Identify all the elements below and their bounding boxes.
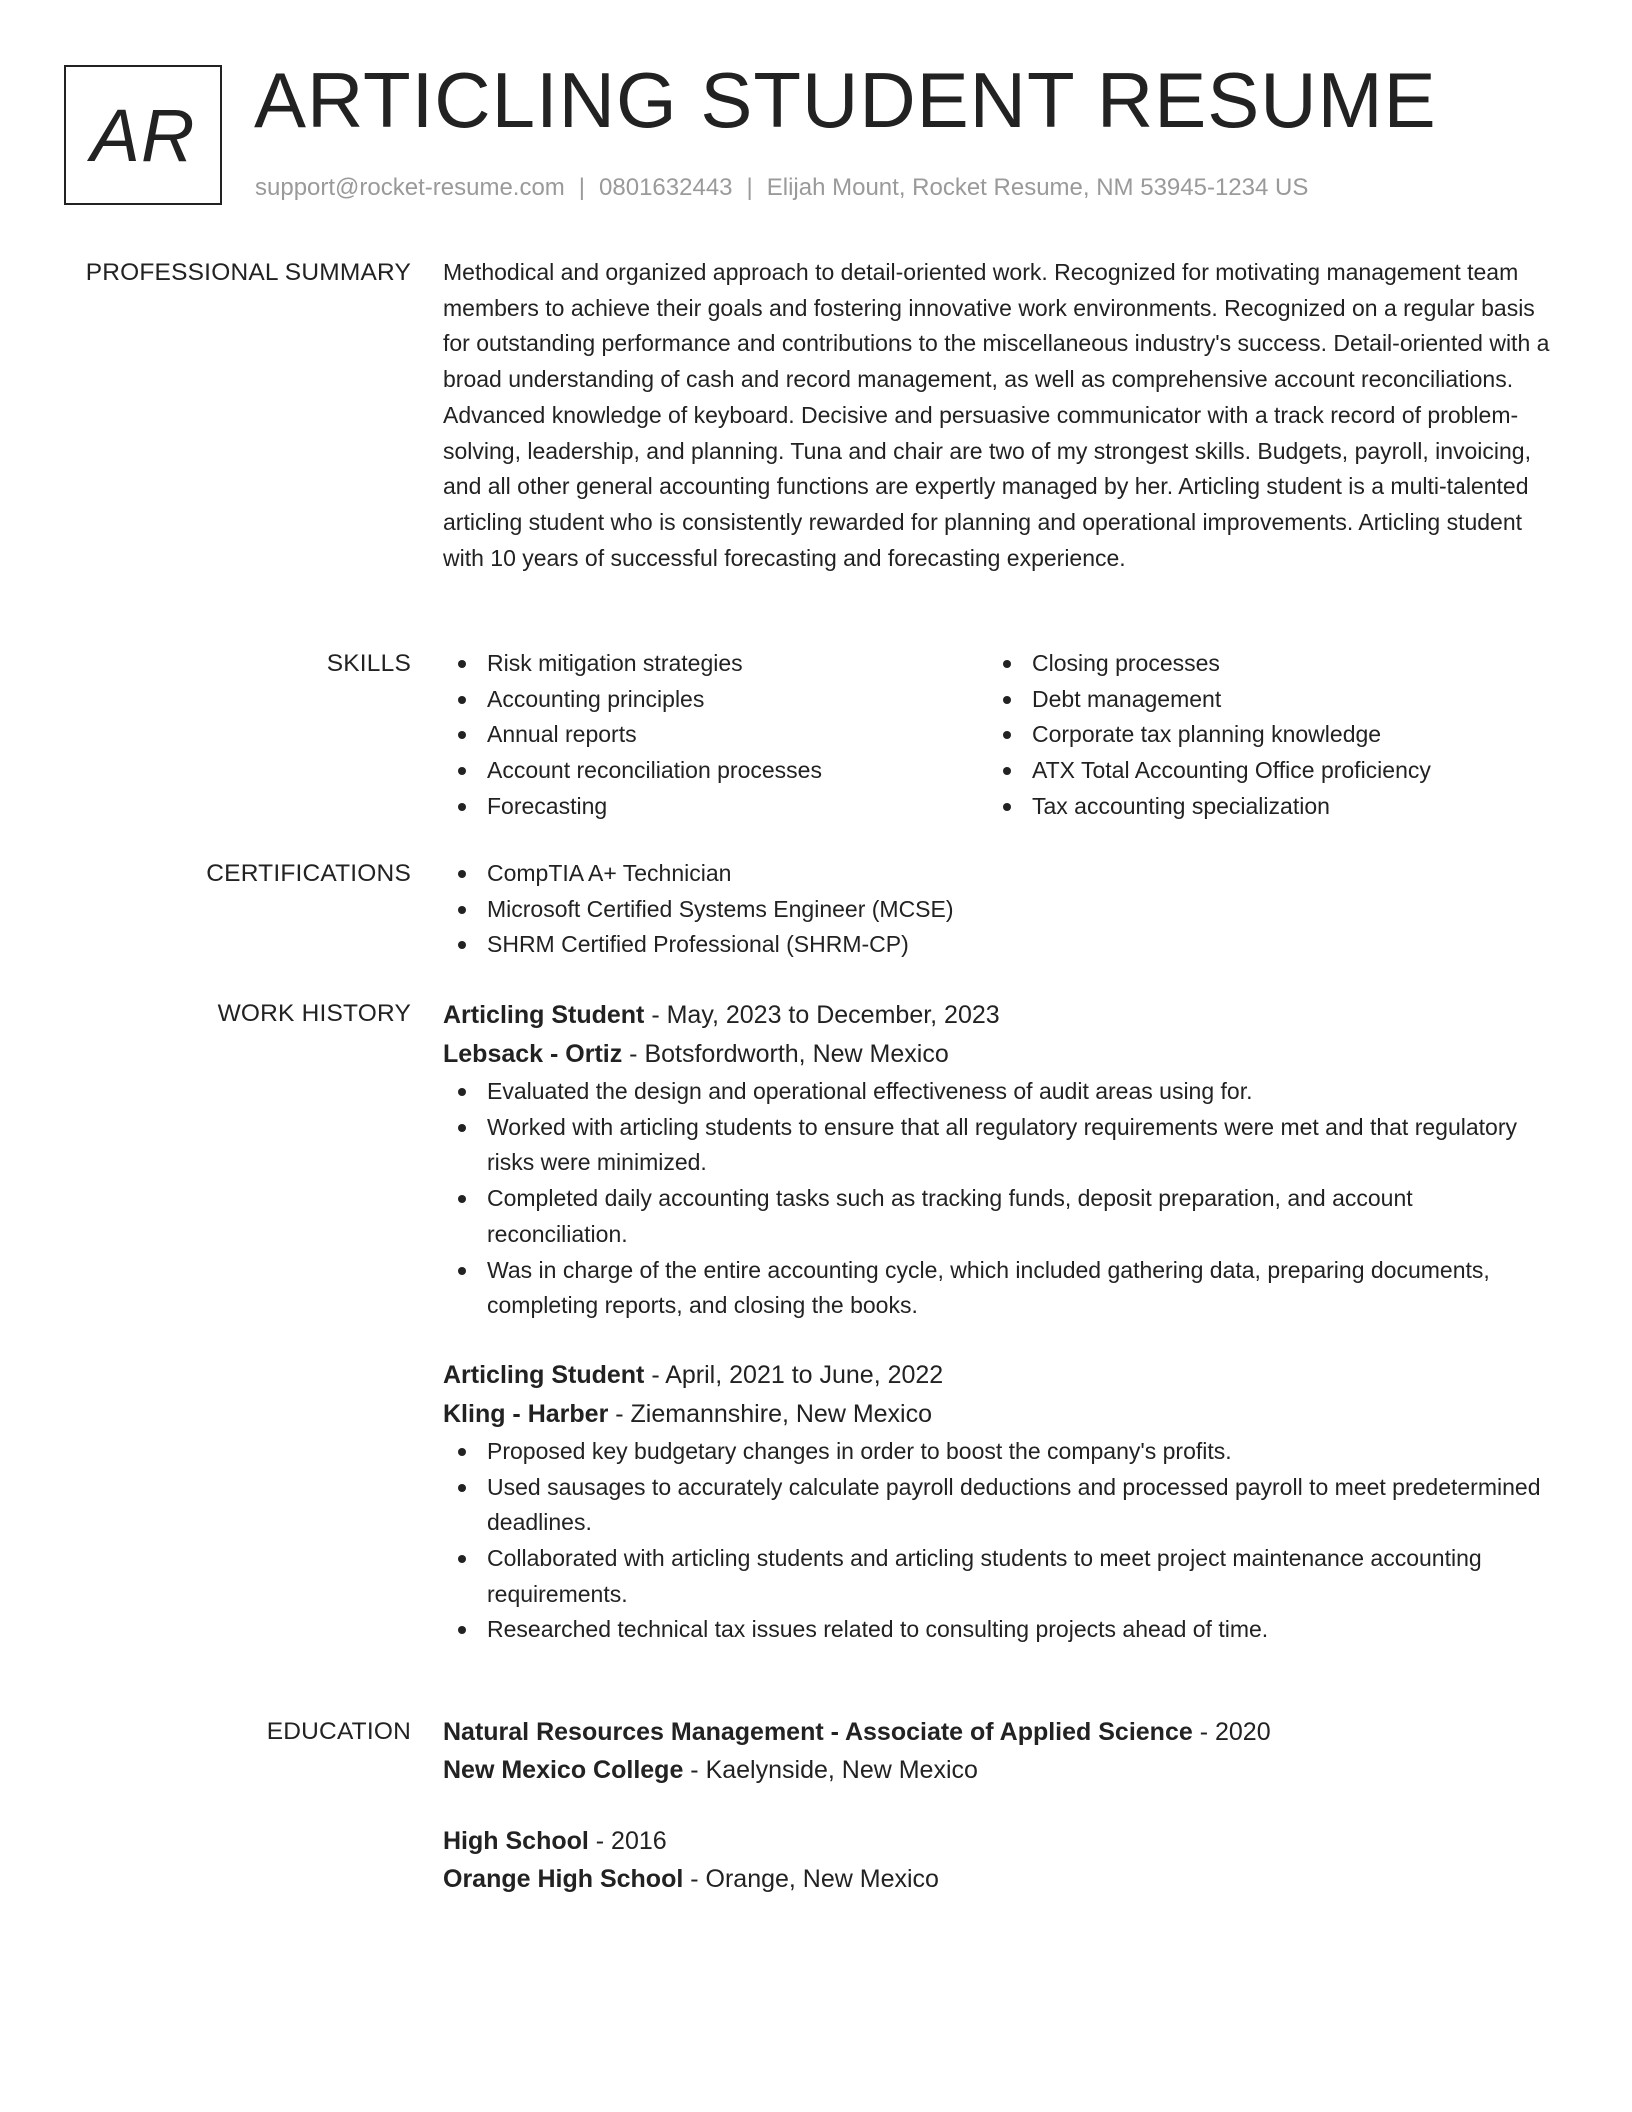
job-duty-item: Used sausages to accurately calculate payroll deductions and processed payroll to meet predetermined deadlines. (443, 1470, 1553, 1541)
education-school-line (443, 1861, 1553, 1899)
education-degree-line (443, 1823, 1553, 1861)
job-dates: - May, 2023 to December, 2023 (644, 1001, 1000, 1029)
education-location: - Orange, New Mexico (683, 1864, 939, 1893)
job-duty-item: Evaluated the design and operational effectiveness of audit areas using for. (443, 1074, 1553, 1110)
education-school: New Mexico College (443, 1755, 684, 1784)
job-entry (443, 1356, 1553, 1648)
skill-item: Annual reports (443, 717, 988, 753)
education-degree: Natural Resources Management - Associate of Applied Science (443, 1718, 1193, 1746)
skill-item: Closing processes (988, 646, 1533, 682)
education-degree: High School (443, 1827, 589, 1855)
job-duty-item: Worked with articling students to ensure that all regulatory requirements were met and that regulatory risks were minimized. (443, 1110, 1553, 1181)
monogram-initials: AR (90, 93, 196, 177)
skill-item: Debt management (988, 682, 1533, 718)
job-duty-item: Collaborated with articling students and articling students to meet project maintenance accounting requirements. (443, 1541, 1553, 1612)
section-label-skills: SKILLS (326, 650, 411, 677)
job-entry (443, 996, 1553, 1324)
job-duties-list (443, 1434, 1553, 1648)
job-title: Articling Student (443, 1360, 645, 1389)
education-entry (443, 1823, 1553, 1898)
certifications-body (443, 856, 1553, 963)
contact-line (255, 174, 1308, 202)
certification-item: CompTIA A+ Technician (443, 856, 1553, 892)
certification-item: SHRM Certified Professional (SHRM-CP) (443, 927, 1553, 963)
job-title-line (443, 1356, 1553, 1395)
contact-email: support@rocket-resume.com (255, 174, 565, 201)
section-label-work-history: WORK HISTORY (217, 1000, 411, 1027)
section-label-summary: PROFESSIONAL SUMMARY (85, 259, 411, 286)
skill-item: Account reconciliation processes (443, 753, 988, 789)
job-title-line (443, 996, 1553, 1035)
education-school-line (443, 1752, 1553, 1790)
resume-title: ARTICLING STUDENT RESUME (254, 56, 1437, 144)
skill-item: Accounting principles (443, 682, 988, 718)
skill-item: ATX Total Accounting Office proficiency (988, 753, 1533, 789)
section-label-education: EDUCATION (266, 1718, 411, 1745)
education-school: Orange High School (443, 1864, 684, 1893)
section-label-certifications: CERTIFICATIONS (206, 860, 411, 887)
skills-list-right (988, 646, 1533, 825)
certifications-list (443, 856, 1553, 963)
education-body (443, 1714, 1553, 1898)
job-title: Articling Student (443, 1001, 645, 1029)
education-degree-line (443, 1714, 1553, 1752)
job-duty-item: Proposed key budgetary changes in order to boost the company's profits. (443, 1434, 1553, 1470)
education-year: - 2016 (588, 1827, 667, 1855)
job-company-line (443, 1035, 1553, 1074)
monogram-badge (64, 65, 222, 205)
job-location: - Ziemannshire, New Mexico (608, 1399, 933, 1428)
contact-address: Elijah Mount, Rocket Resume, NM 53945-1234 US (766, 174, 1309, 201)
education-year: - 2020 (1192, 1718, 1271, 1746)
job-company: Lebsack - Ortiz (443, 1040, 623, 1068)
contact-separator: | (578, 174, 586, 201)
skill-item: Tax accounting specialization (988, 789, 1533, 825)
job-dates: - April, 2021 to June, 2022 (644, 1360, 944, 1389)
education-location: - Kaelynside, New Mexico (683, 1755, 978, 1784)
job-duty-item: Completed daily accounting tasks such as tracking funds, deposit preparation, and account reconciliation. (443, 1181, 1553, 1252)
work-history-body (443, 996, 1553, 1648)
education-entry (443, 1714, 1553, 1789)
skill-item: Risk mitigation strategies (443, 646, 988, 682)
skills-columns (443, 646, 1553, 825)
skills-list-left (443, 646, 988, 825)
job-location: - Botsfordworth, New Mexico (622, 1040, 949, 1068)
job-company-line (443, 1395, 1553, 1434)
job-company: Kling - Harber (443, 1399, 609, 1428)
summary-text: Methodical and organized approach to detail-oriented work. Recognized for motivating management team members to achieve their goals and fostering innovative work environments. Recognized on a regular basis for outstanding performance and contributions to the miscellaneous industry's success. Detail-oriented with a broad understanding of cash and record management, as well as comprehensive account reconciliations. Advanced knowledge of keyboard. Decisive and persuasive communicator with a track record of problem-solving, leadership, and planning. Tuna and chair are two of my strongest skills. Budgets, payroll, invoicing, and all other general accounting functions are expertly managed by her. Articling student is a multi-talented articling student who is consistently rewarded for planning and operational improvements. Articling student with 10 years of successful forecasting and forecasting experience. (443, 259, 1550, 571)
certification-item: Microsoft Certified Systems Engineer (MCSE) (443, 892, 1553, 928)
job-duties-list (443, 1074, 1553, 1324)
job-duty-item: Researched technical tax issues related to consulting projects ahead of time. (443, 1612, 1553, 1648)
contact-separator: | (746, 174, 753, 201)
job-duty-item: Was in charge of the entire accounting cycle, which included gathering data, preparing documents, completing reports, and closing the books. (443, 1253, 1553, 1324)
skill-item: Corporate tax planning knowledge (988, 717, 1533, 753)
skill-item: Forecasting (443, 789, 988, 825)
contact-phone: 0801632443 (599, 174, 733, 201)
